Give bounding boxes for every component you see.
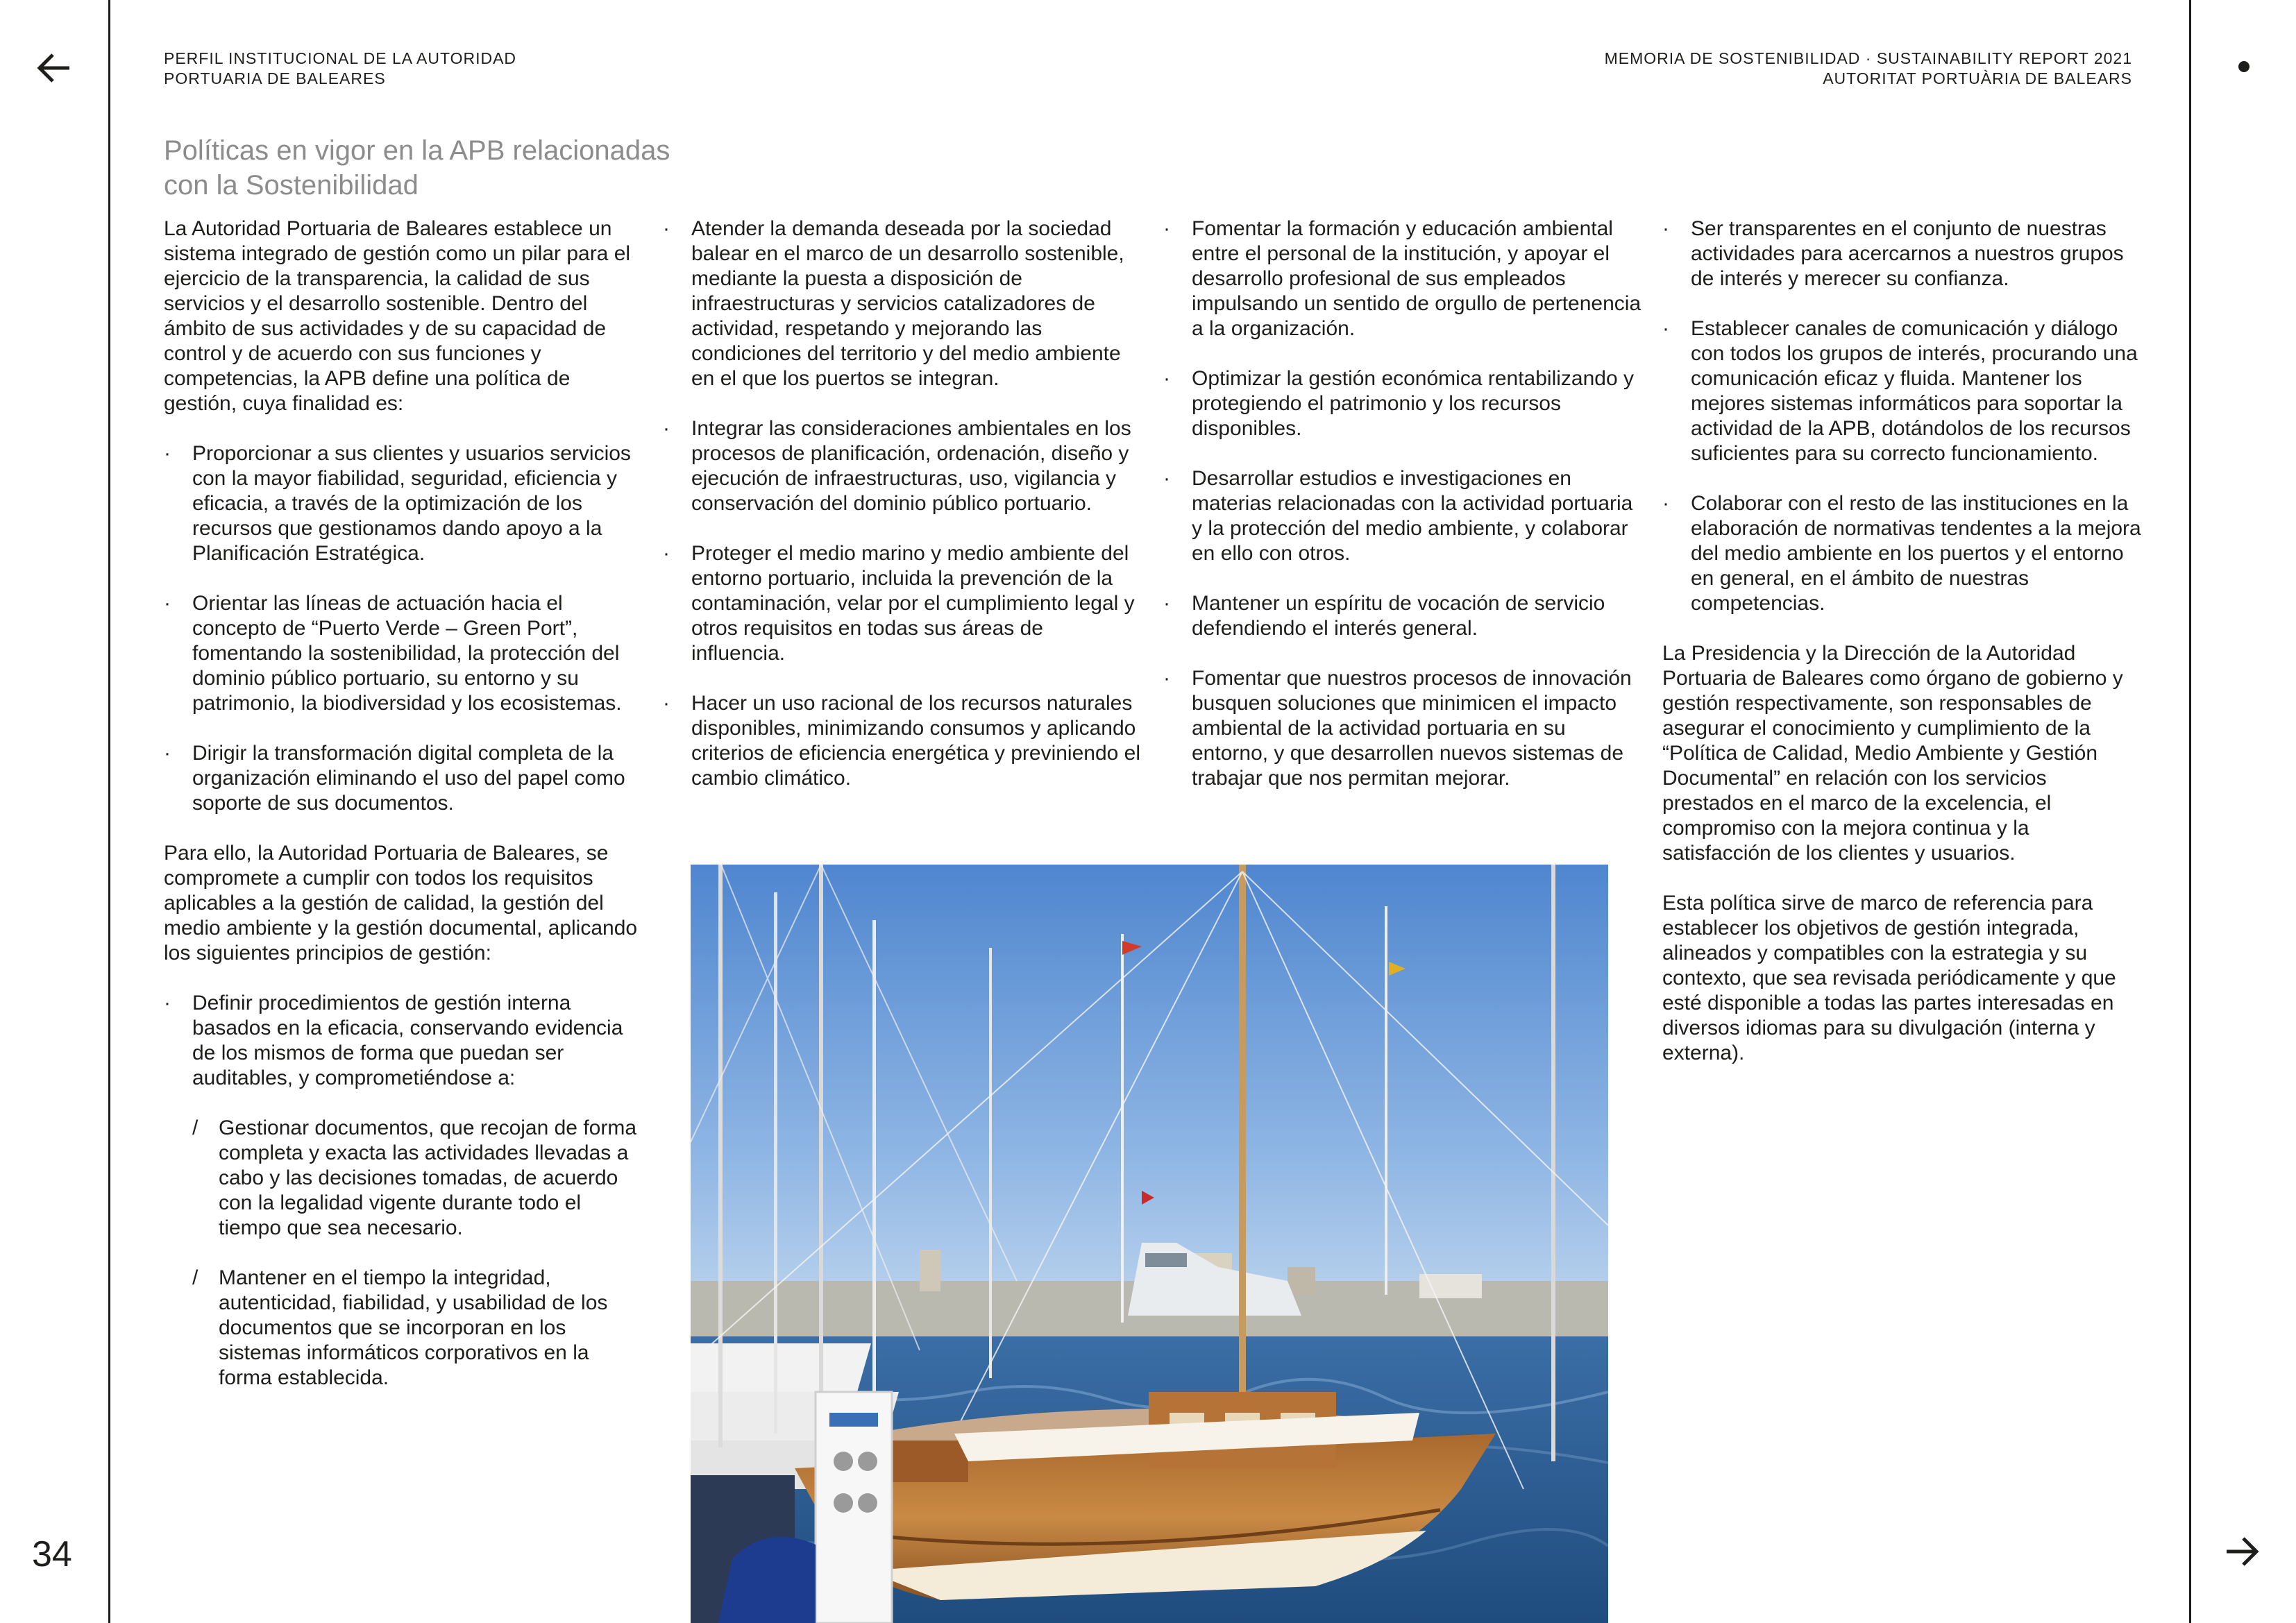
section-title: Políticas en vigor en la APB relacionadas con la Sostenibilidad: [164, 135, 670, 201]
page-number: 34: [32, 1534, 72, 1574]
principle-item: · Optimizar la gestión económica rentabilizando y protegiendo el patrimonio y los recursos disponibles.: [1163, 366, 1642, 441]
right-margin-rule: [2189, 0, 2191, 1623]
principle-text: Definir procedimientos de gestión interna basados en la eficacia, conservando evidencia de los mismos de forma que puedan ser auditables, y comprometiéndose a:: [192, 992, 623, 1089]
governance-paragraph: La Presidencia y la Dirección de la Autoridad Portuaria de Baleares como órgano de gobierno y gestión respectivamente, son responsables de asegurar el conocimiento y cumplimiento de la “Política de Calidad, Medio Ambiente y Gestión Documental” en relación con los servicios prestados en el marco de la excelencia, el compromiso con la mejora continua y la satisfacción de los clientes y usuarios.: [1662, 642, 2123, 865]
header-section-label: [164, 49, 788, 89]
marina-sailboat-photo: [691, 865, 1608, 1623]
header-report-line: MEMORIA DE SOSTENIBILIDAD · SUSTAINABILITY REPORT 2021: [1604, 49, 2132, 67]
commitments-sublist: [192, 1116, 643, 1391]
commitment-paragraph: Para ello, la Autoridad Portuaria de Baleares, se compromete a cumplir con todos los requisitos aplicables a la gestión de calidad, la gestión del medio ambiente y la gestión documental, aplicando los siguientes principios de gestión:: [164, 842, 638, 965]
principles-list: [164, 991, 643, 1391]
principles-list: [1662, 216, 2141, 616]
header-report-label: [1388, 49, 2132, 89]
principle-item: · Establecer canales de comunicación y diálogo con todos los grupos de interés, procurando una comunicación eficaz y fluida. Mantener los mejores sistemas informáticos para soportar la actividad de la APB, dotándolos de los recursos suficientes para su correcto funcionamiento.: [1662, 316, 2141, 466]
policy-item: · Orientar las líneas de actuación hacia el concepto de “Puerto Verde – Green Port”, fomentando la sostenibilidad, la protección del dominio público portuario, su entorno y su patrimonio, la biodiversidad y los ecosistemas.: [164, 591, 643, 716]
framework-paragraph: Esta política sirve de marco de referencia para establecer los objetivos de gestión integrada, alineados y compatibles con la estrategia y su contexto, que sea revisada periódicamente y que esté disponible a todas las partes interesadas en diversos idiomas para su divulgación (interna y externa).: [1662, 892, 2116, 1064]
principle-item: · Fomentar la formación y educación ambiental entre el personal de la institución, y apoyar el desarrollo profesional de sus empleados impulsando un sentido de orgullo de pertenencia a la organización.: [1163, 216, 1642, 341]
header-report-line: AUTORITAT PORTUÀRIA DE BALEARS: [1823, 69, 2132, 87]
principle-item: · Proteger el medio marino y medio ambiente del entorno portuario, incluida la prevención de la contaminación, velar por el cumplimiento legal y otros requisitos en todas sus áreas de influencia.: [663, 541, 1142, 666]
principle-item: · Hacer un uso racional de los recursos naturales disponibles, minimizando consumos y aplicando criterios de eficiencia energética y previniendo el cambio climático.: [663, 691, 1142, 791]
principle-item: · Integrar las consideraciones ambientales en los procesos de planificación, ordenación, diseño y ejecución de infraestructuras, uso, vigilancia y conservación del dominio público portuario.: [663, 416, 1142, 516]
principle-item: · Colaborar con el resto de las instituciones en la elaboración de normativas tendentes a la mejora del medio ambiente en los puertos y el entorno en general, en el ámbito de nuestras competencias.: [1662, 491, 2141, 616]
dot-icon[interactable]: [2238, 61, 2249, 72]
principles-list: [1163, 216, 1642, 791]
principles-list: [663, 216, 1142, 791]
header-section-line: PORTUARIA DE BALEARES: [164, 69, 386, 87]
commitment-subitem: / Gestionar documentos, que recojan de forma completa y exacta las actividades llevadas a cabo y las decisiones tomadas, de acuerdo con la legalidad vigente durante todo el tiempo que sea necesario.: [192, 1116, 643, 1241]
principle-item: · Fomentar que nuestros procesos de innovación busquen soluciones que minimicen el impacto ambiental de la actividad portuaria en su entorno, y que desarrollen nuevos sistemas de trabajar que nos permitan mejorar.: [1163, 666, 1642, 791]
principle-item: · Atender la demanda deseada por la sociedad balear en el marco de un desarrollo sostenible, mediante la puesta a disposición de infraestructuras y servicios catalizadores de actividad, respetando y mejorando las condiciones del territorio y del medio ambiente en el que los puertos se integran.: [663, 216, 1142, 391]
policy-item: · Proporcionar a sus clientes y usuarios servicios con la mayor fiabilidad, seguridad, eficiencia y eficacia, a través de la optimización de los recursos que gestionamos dando apoyo a la Planificación Estratégica.: [164, 441, 643, 566]
arrow-right-icon[interactable]: [2221, 1531, 2263, 1572]
text-column-2: [663, 216, 1142, 816]
policy-item: · Dirigir la transformación digital completa de la organización eliminando el uso del papel como soporte de sus documentos.: [164, 741, 643, 816]
principle-item: · Ser transparentes en el conjunto de nuestras actividades para acercarnos a nuestros grupos de interés y merecer su confianza.: [1662, 216, 2141, 291]
commitment-subitem: / Mantener en el tiempo la integridad, autenticidad, fiabilidad, y usabilidad de los documentos que se incorporan en los sistemas informáticos corporativos en la forma establecida.: [192, 1266, 643, 1391]
principle-item: · Desarrollar estudios e investigaciones en materias relacionadas con la actividad portuaria y la protección del medio ambiente, y colaborar en ello con otros.: [1163, 466, 1642, 566]
text-column-1: [164, 216, 643, 1416]
policy-list: [164, 441, 643, 816]
left-margin-rule: [108, 0, 110, 1623]
text-column-3: [1163, 216, 1642, 816]
intro-paragraph: La Autoridad Portuaria de Baleares establece un sistema integrado de gestión como un pilar para el ejercicio de la transparencia, la calidad de sus servicios y el desarrollo sostenible. Dentro del ámbito de sus actividades y de su capacidad de control y de acuerdo con sus funciones y competencias, la APB define una política de gestión, cuya finalidad es:: [164, 217, 631, 415]
text-column-4: [1662, 216, 2141, 1091]
principle-item: [164, 991, 643, 1391]
header-section-line: PERFIL INSTITUCIONAL DE LA AUTORIDAD: [164, 49, 517, 67]
arrow-left-icon[interactable]: [33, 47, 75, 89]
principle-item: · Mantener un espíritu de vocación de servicio defendiendo el interés general.: [1163, 591, 1642, 641]
